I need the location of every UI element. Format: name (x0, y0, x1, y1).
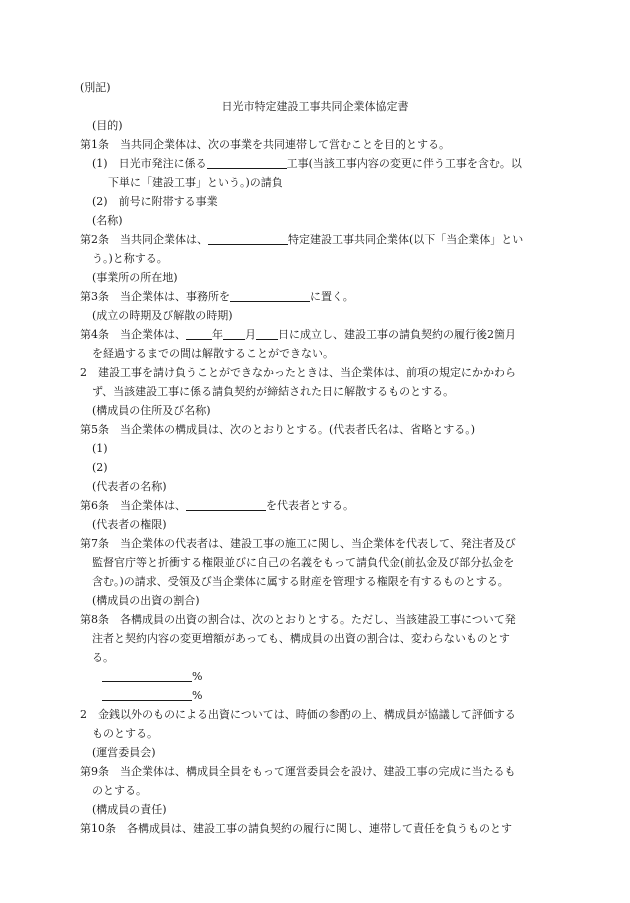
article-1-item-1-cont: 下単に「建設工事」という。)の請負 (108, 176, 283, 189)
member-2: (2) (92, 461, 108, 474)
percent-sign-2: % (192, 689, 203, 702)
appendix-note: (別記) (80, 81, 111, 94)
article-9-text: 第9条 当企業体は、構成員全員をもって運営委員会を設け、建設工事の完成に当たるも (80, 765, 516, 778)
article-5-text: 第5条 当企業体の構成員は、次のとおりとする。(代表者氏名は、省略とする。) (80, 423, 476, 436)
article-1-item-1-end: 工事(当該工事内容の変更に伴う工事を含む。以 (286, 157, 522, 170)
article-2-text (80, 230, 523, 249)
article-10-text: 第10条 各構成員は、建設工事の請負契約の履行に関し、連帯して責任を負うものとす (80, 822, 512, 835)
article-8-text: 第8条 各構成員の出資の割合は、次のとおりとする。ただし、当該建設工事について発 (80, 613, 516, 626)
month-blank (223, 327, 245, 340)
article-7-text: 第7条 当企業体の代表者は、建設工事の施工に関し、当企業体を代表して、発注者及び (80, 537, 516, 550)
article-8-cont-2: る。 (92, 651, 114, 664)
share-line-1 (102, 667, 202, 686)
article-3-start: 第3条 当企業体は、事務所を (80, 290, 230, 303)
article-4-para-2-cont: ず、当該建設工事に係る請負契約が締結された日に解散するものとする。 (92, 385, 455, 398)
article-6-start: 第6条 当企業体は、 (80, 499, 186, 512)
heading-office-location: (事業所の所在地) (92, 271, 178, 284)
office-location-blank (230, 289, 310, 302)
share-blank-1 (102, 669, 192, 682)
article-4-start: 第4条 当企業体は、 (80, 328, 186, 341)
heading-name: (名称) (92, 214, 123, 227)
document-title: 日光市特定建設工事共同企業体協定書 (221, 100, 409, 113)
heading-steering-committee: (運営委員会) (92, 746, 156, 759)
year-label: 年 (212, 328, 223, 341)
article-8-cont-1: 注者と契約内容の変更増額があっても、構成員の出資の割合は、変わらないものとす (92, 632, 510, 645)
article-2-end: 特定建設工事共同企業体(以下「当企業体」とい (288, 233, 524, 246)
article-4-para-2: 2 建設工事を請け負うことができなかったときは、当企業体は、前項の規定にかかわら (80, 366, 516, 379)
article-8-para-2-cont: ものとする。 (92, 727, 158, 740)
heading-purpose: (目的) (92, 119, 123, 132)
day-blank (256, 327, 278, 340)
article-3-end: に置く。 (310, 290, 354, 303)
jv-name-blank (208, 232, 288, 245)
article-1-item-1 (92, 154, 522, 173)
heading-investment-ratio: (構成員の出資の割合) (92, 594, 200, 607)
member-1: (1) (92, 442, 108, 455)
article-2-start: 第2条 当共同企業体は、 (80, 233, 208, 246)
representative-blank (186, 498, 266, 511)
heading-members: (構成員の住所及び名称) (92, 404, 211, 417)
share-line-2 (102, 686, 202, 705)
article-7-cont-2: 含む。)の請求、受領及び当企業体に属する財産を管理する権限を有するものとする。 (92, 575, 509, 588)
heading-member-liability: (構成員の責任) (92, 803, 167, 816)
article-4-text (80, 325, 516, 344)
article-6-text (80, 496, 354, 515)
article-7-cont-1: 監督官庁等と折衝する権限並びに自己の名義をもって請負代金(前払金及び部分払金を (92, 556, 515, 569)
share-blank-2 (102, 688, 192, 701)
article-2-cont: う。)と称する。 (92, 252, 168, 265)
year-blank (186, 327, 212, 340)
article-1-item-1-start: (1) 日光市発注に係る (92, 157, 207, 170)
article-3-text (80, 287, 354, 306)
percent-sign-1: % (192, 670, 203, 683)
article-9-cont: のとする。 (92, 784, 147, 797)
article-4-cont: を経過するまでの間は解散することができない。 (92, 347, 334, 360)
article-1-text: 第1条 当共同企業体は、次の事業を共同連帯して営むことを目的とする。 (80, 138, 450, 151)
heading-establishment-dissolution: (成立の時期及び解散の時期) (92, 309, 233, 322)
project-name-blank (207, 156, 287, 169)
month-label: 月 (245, 328, 256, 341)
heading-representative-name: (代表者の名称) (92, 480, 167, 493)
heading-representative-authority: (代表者の権限) (92, 518, 167, 531)
article-1-item-2: (2) 前号に附帯する事業 (92, 195, 218, 208)
article-6-end: を代表者とする。 (266, 499, 354, 512)
article-8-para-2: 2 金銭以外のものによる出資については、時価の参酌の上、構成員が協議して評価する (80, 708, 516, 721)
article-4-end: 日に成立し、建設工事の請負契約の履行後2箇月 (278, 328, 516, 341)
